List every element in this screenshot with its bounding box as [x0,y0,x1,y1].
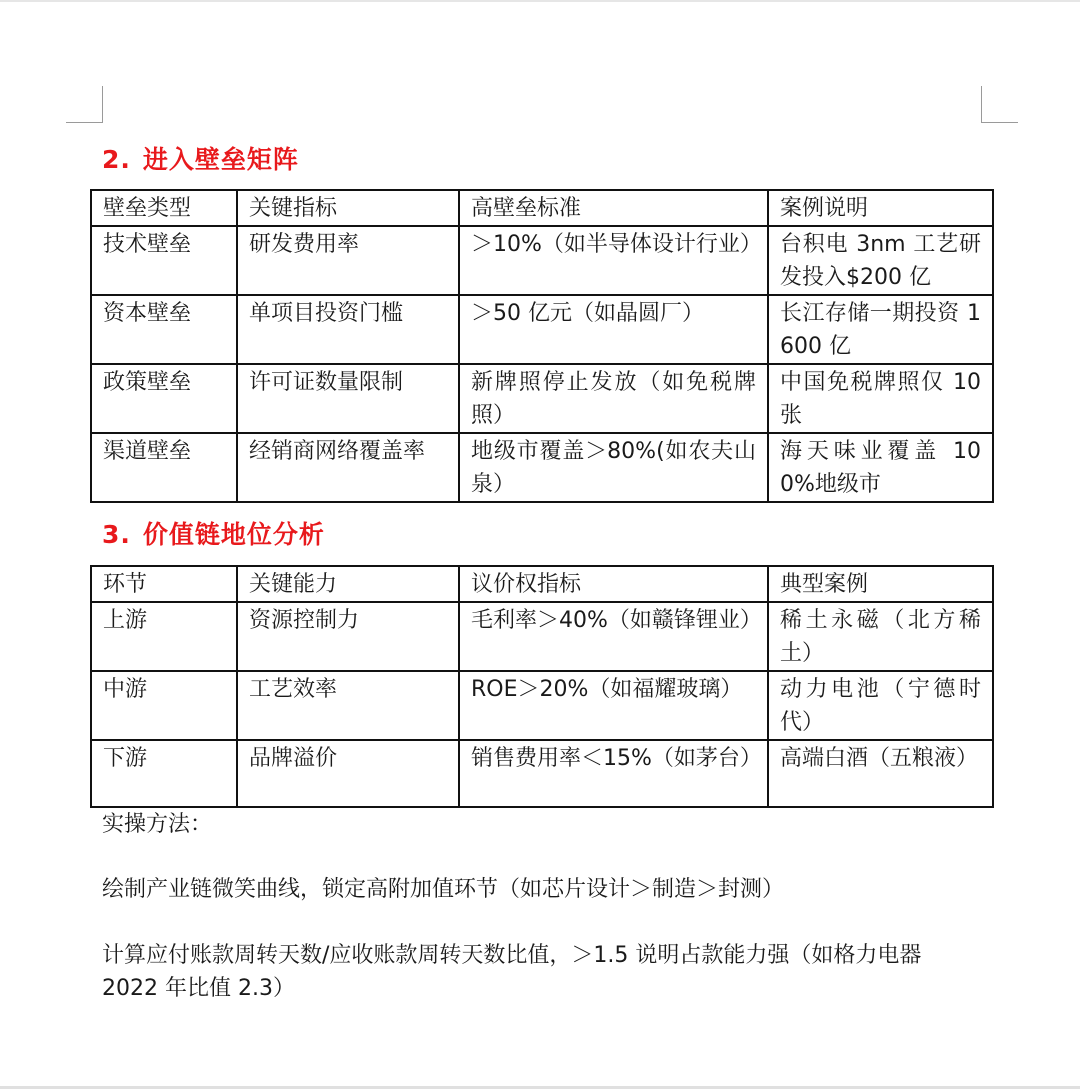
practice-label: 实操方法： [102,812,213,837]
table-header-row [91,566,993,602]
table-cell: 政策壁垒 [91,364,237,433]
table-row [91,226,993,295]
page-top-edge [0,0,1080,2]
table-row [91,364,993,433]
header-cell: 关键能力 [237,566,459,602]
header-cell: 高壁垒标准 [459,190,768,226]
practice-item-2: 计算应付账款周转天数/应收账款周转天数比值，＞1.5 说明占款能力强（如格力电器 2022 年比值 2.3） [102,943,922,1001]
table-cell: 高端白酒（五粮液） [768,740,993,807]
header-cell: 环节 [91,566,237,602]
table-cell: 经销商网络覆盖率 [237,433,459,502]
section-3-heading [102,515,325,551]
table-cell: 资本壁垒 [91,295,237,364]
header-cell: 关键指标 [237,190,459,226]
header-cell: 议价权指标 [459,566,768,602]
table-cell: 研发费用率 [237,226,459,295]
table-cell: 资源控制力 [237,602,459,671]
section-2-title: 进入壁垒矩阵 [142,145,299,174]
practice-item-1: 绘制产业链微笑曲线，锁定高附加值环节（如芯片设计＞制造＞封测） [102,877,785,902]
entry-barrier-table [90,189,994,503]
table-cell: 单项目投资门槛 [237,295,459,364]
table-cell: 品牌溢价 [237,740,459,807]
table-cell: 稀土永磁（北方稀土） [768,602,993,671]
table-header-row [91,190,993,226]
table-cell: 动力电池（宁德时代） [768,671,993,740]
table-row [91,433,993,502]
table-cell: 技术壁垒 [91,226,237,295]
table-cell: 地级市覆盖＞80%(如农夫山泉） [459,433,768,502]
table-cell: 中国免税牌照仅 10 张 [768,364,993,433]
value-chain-table [90,565,994,808]
section-2-heading [102,140,299,176]
table-cell: ROE＞20%（如福耀玻璃） [459,671,768,740]
table-cell: 工艺效率 [237,671,459,740]
table-cell: 长江存储一期投资 1600 亿 [768,295,993,364]
table-cell: ＞10%（如半导体设计行业） [459,226,768,295]
table-cell: 中游 [91,671,237,740]
header-cell: 典型案例 [768,566,993,602]
table-row [91,295,993,364]
table-row [91,671,993,740]
table-cell: 毛利率＞40%（如赣锋锂业） [459,602,768,671]
section-3-number: 3. [102,520,131,549]
table-cell: 新牌照停止发放（如免税牌照） [459,364,768,433]
table-cell: 台积电 3nm 工艺研发投入$200 亿 [768,226,993,295]
table-cell: 销售费用率＜15%（如茅台） [459,740,768,807]
table-cell: 许可证数量限制 [237,364,459,433]
table-row [91,602,993,671]
section-3-title: 价值链地位分析 [142,520,325,549]
table-cell: 海天味业覆盖 100%地级市 [768,433,993,502]
table-cell: 上游 [91,602,237,671]
section-2-number: 2. [102,145,131,174]
table-cell: 渠道壁垒 [91,433,237,502]
table-cell: 下游 [91,740,237,807]
table-row [91,740,993,807]
header-cell: 案例说明 [768,190,993,226]
margin-corner-top-right [981,86,1018,123]
margin-corner-top-left [66,86,103,123]
header-cell: 壁垒类型 [91,190,237,226]
table-cell: ＞50 亿元（如晶圆厂） [459,295,768,364]
